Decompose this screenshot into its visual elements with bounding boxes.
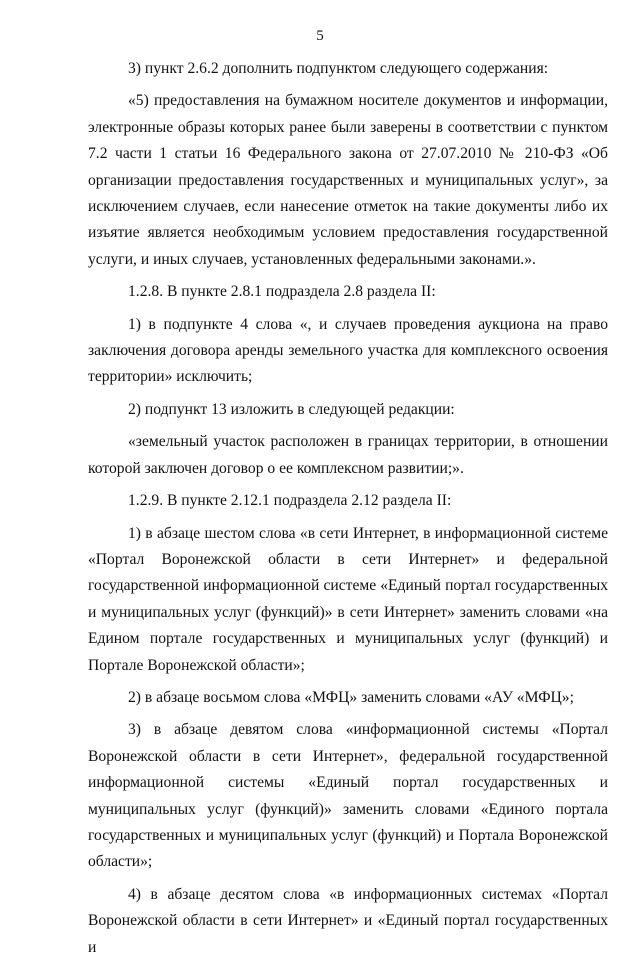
paragraph-subitem-3-ninth: 3) в абзаце девятом слова «информационной системы «Портал Воронежской области в сети Интернет», федеральной государственной информационной системы «Единый портал государственных и муниципальных услуг (функций)» заменить словами «Единого портала государственных и муниципальных услуг (функций) и Портала Воронежской области»;: [88, 721, 608, 871]
paragraph-subitem-2-eighth: 2) в абзаце восьмом слова «МФЦ» заменить словами «АУ «МФЦ»;: [128, 688, 574, 706]
paragraph-quoted-land-plot: «земельный участок расположен в границах территории, в отношении которой заключен договор о ее комплексном развитии;».: [88, 433, 608, 477]
paragraph-section-1-2-8: 1.2.8. В пункте 2.8.1 подраздела 2.8 раздела II:: [128, 283, 436, 301]
paragraph-subitem-1-auction: 1) в подпункте 4 слова «, и случаев проведения аукциона на право заключения договора аренды земельного участка для комплексного освоения территории» исключить;: [88, 315, 608, 386]
document-body: [88, 56, 608, 961]
paragraph-subitem-4-tenth: 4) в абзаце десятом слова «в информационных системах «Портал Воронежской области в сети Интернет» и «Единый портал государственных и: [88, 885, 608, 956]
page-number: 5: [316, 28, 324, 44]
paragraph-quoted-item-5: «5) предоставления на бумажном носителе документов и информации, электронные образы которых ранее были заверены в соответствии с пунктом 7.2 части 1 статьи 16 Федерального закона от 27.07.2010 № 210-ФЗ «Об организации предоставления государственных и муниципальных услуг», за исключением случаев, если нанесение отметок на такие документы либо их изъятие является необходимым условием предоставления государственной услуги, и иных случаев, установленных федеральными законами.».: [88, 92, 608, 268]
paragraph-subitem-2-redaction: 2) подпункт 13 изложить в следующей редакции:: [128, 400, 455, 418]
paragraph-subitem-1-sixth: 1) в абзаце шестом слова «в сети Интернет, в информационной системе «Портал Воронежской области в сети Интернет» и федеральной государственной информационной системе «Единый портал государственных и муниципальных услуг (функций)» в сети Интернет» заменить словами «на Едином портале государственных и муниципальных услуг (функций) и Портале Воронежской области»;: [88, 524, 608, 674]
paragraph-section-1-2-9: 1.2.9. В пункте 2.12.1 подраздела 2.12 раздела II:: [128, 492, 452, 510]
paragraph-item-3-intro: 3) пункт 2.6.2 дополнить подпунктом следующего содержания:: [128, 60, 549, 77]
